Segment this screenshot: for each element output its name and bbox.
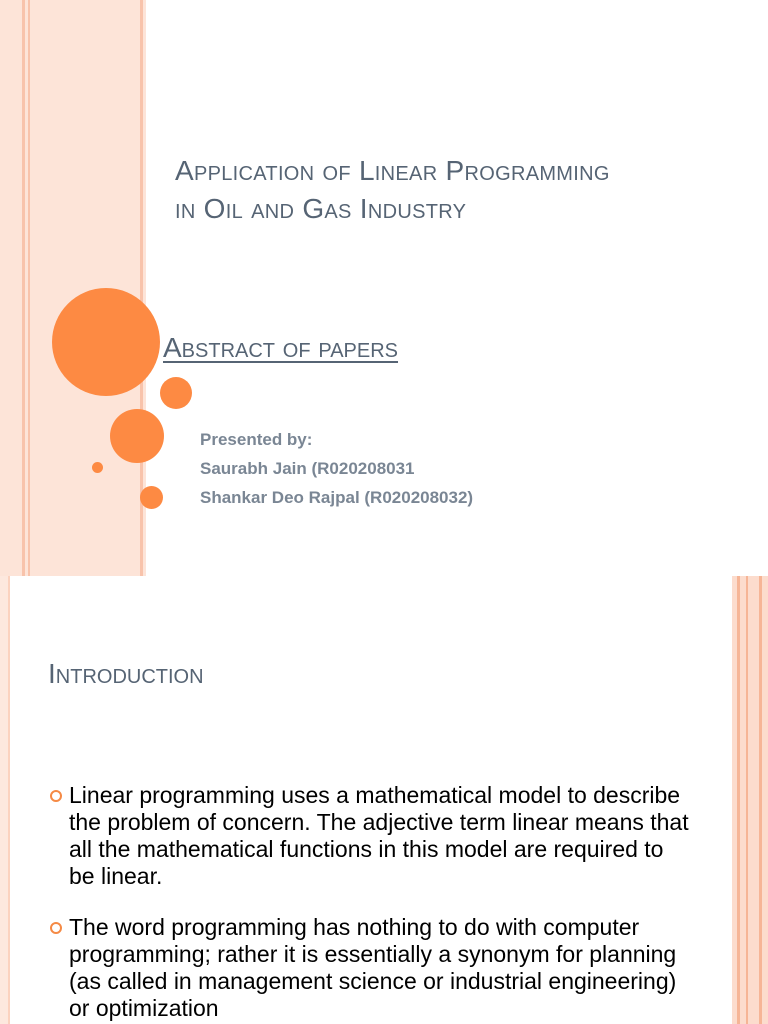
slide-subtitle: Abstract of papers (163, 332, 399, 363)
ring-bullet-icon (50, 922, 62, 934)
large-orange-circle (52, 288, 160, 396)
introduction-slide (0, 576, 768, 1024)
medium-orange-circle (110, 409, 164, 463)
decorative-line (28, 0, 30, 576)
presenters-block (200, 425, 473, 512)
list-item (50, 782, 690, 890)
decorative-line (737, 576, 740, 1024)
title-line: in Oil and Gas Industry (175, 193, 467, 224)
list-item (50, 914, 690, 1022)
tiny-orange-circle (92, 462, 103, 473)
left-decorative-strip (0, 576, 8, 1024)
bullet-list (50, 782, 690, 1024)
small-orange-circle (140, 486, 163, 509)
decorative-line (746, 576, 748, 1024)
slide-title (175, 152, 745, 228)
section-heading: Introduction (48, 658, 204, 689)
title-line: Application of Linear Programming (175, 155, 610, 186)
decorative-line (8, 576, 10, 1024)
decorative-line (759, 576, 762, 1024)
presenter-name: Shankar Deo Rajpal (R020208032) (200, 488, 474, 507)
small-orange-circle (160, 377, 192, 409)
presenter-name: Saurabh Jain (R020208031 (200, 459, 415, 478)
presenters-label: Presented by: (200, 430, 313, 449)
decorative-line (22, 0, 25, 576)
ring-bullet-icon (50, 790, 62, 802)
bullet-text: Linear programming uses a mathematical model to describe the problem of concern. The adjective term linear means that all the mathematical functions in this model are required to be linear. (69, 782, 689, 889)
bullet-text: The word programming has nothing to do with computer programming; rather it is essentially a synonym for planning (as called in management science or industrial engineering) or optimization (69, 914, 677, 1021)
